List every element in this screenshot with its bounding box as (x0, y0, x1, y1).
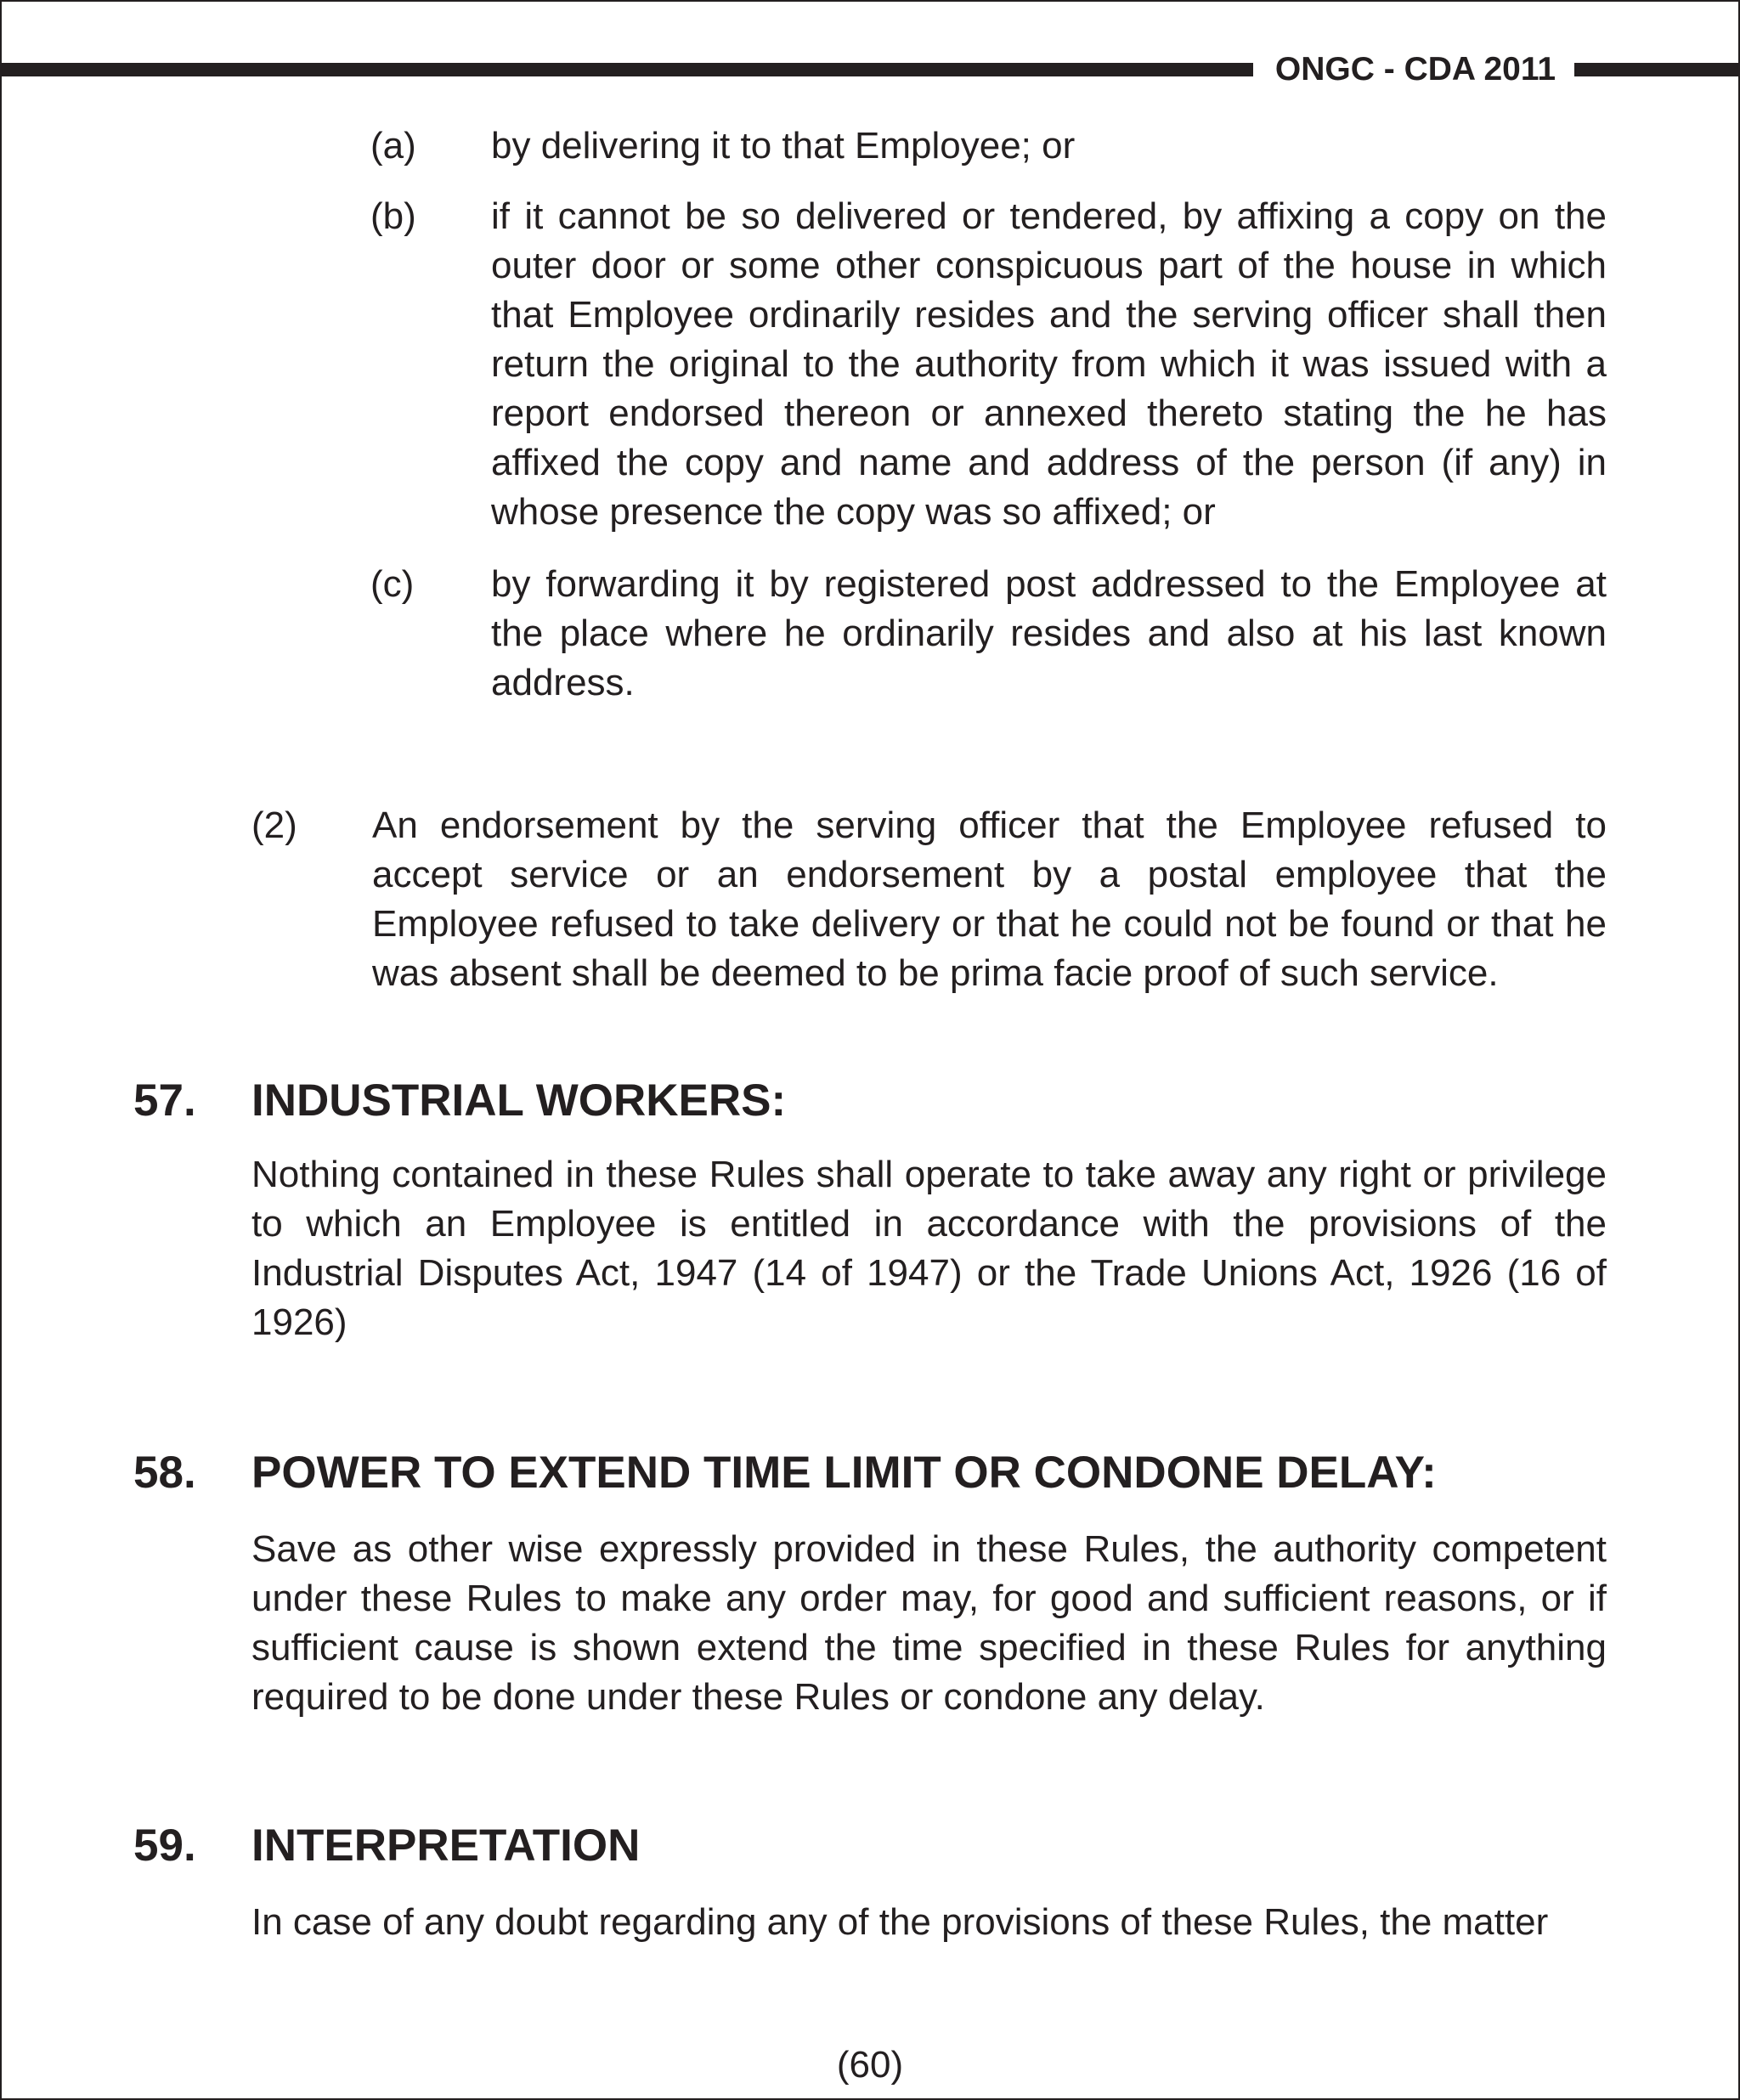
section-number: 59. (133, 1821, 196, 1871)
page-number: (60) (836, 2044, 904, 2086)
section-body: In case of any doubt regarding any of the provisions of these Rules, the matter (251, 1901, 1549, 1943)
section-heading: POWER TO EXTEND TIME LIMIT OR CONDONE DELAY: (251, 1448, 1437, 1498)
section-body: Nothing contained in these Rules shall operate to take away any right or privilege to which an Employee is entitled in accordance with the provisions of the Industrial Disputes Act, 1947 (14 of 1947) or the Trade Unions Act, 1926 (16 of 1926) (251, 1154, 1607, 1343)
sub-item-label: (b) (370, 195, 416, 237)
header-rule-right (1574, 63, 1740, 76)
running-header: ONGC - CDA 2011 (1274, 51, 1556, 88)
clause-text: An endorsement by the serving officer that the Employee refused to accept service or an endorsement by a postal employee that the Employee refused to take delivery or that he could not be found or that he was absent shall be deemed to be prima facie proof of such service. (372, 804, 1607, 994)
section-number: 58. (133, 1448, 196, 1498)
clause-2 (251, 801, 1607, 1005)
sub-item-label: (a) (370, 125, 416, 167)
sub-item-text: by delivering it to that Employee; or (491, 125, 1076, 167)
section-body: Save as other wise expressly provided in these Rules, the authority competent under these Rules to make any order may, for good and sufficient reasons, or if sufficient cause is shown extend the time specified in these Rules for anything required to be done under these Rules or condone any delay. (251, 1528, 1607, 1718)
section-heading: INTERPRETATION (251, 1821, 641, 1871)
sub-item-c (370, 560, 1607, 713)
sub-item-text: by forwarding it by registered post addressed to the Employee at the place where he ordinarily resides and also at his last known address. (491, 563, 1607, 703)
header-rule-left (0, 63, 1253, 76)
clause-label: (2) (251, 804, 297, 846)
sub-item-text: if it cannot be so delivered or tendered, by affixing a copy on the outer door or some other conspicuous part of the house in which that Employee ordinarily resides and the serving officer shall then return the original to the authority from which it was issued with a report endorsed thereon or annexed thereto stating the he has affixed the copy and name and address of the person (if any) in whose presence the copy was so affixed; or (491, 195, 1607, 533)
section-number: 57. (133, 1075, 196, 1126)
section-heading: INDUSTRIAL WORKERS: (251, 1075, 787, 1126)
sub-item-b (370, 192, 1607, 540)
sub-item-label: (c) (370, 563, 415, 605)
sub-item-a (370, 121, 1607, 172)
